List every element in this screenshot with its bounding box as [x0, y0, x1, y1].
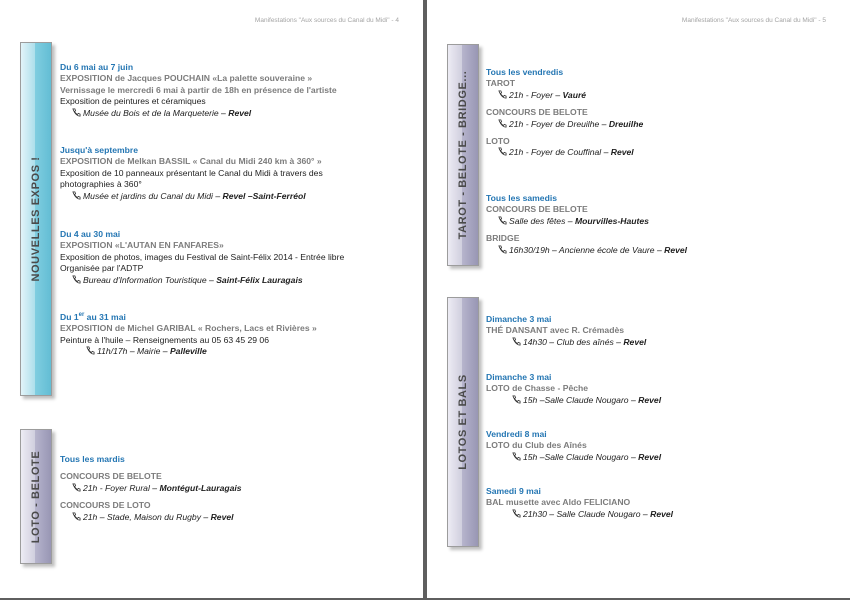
- location-place: 21h - Foyer: [509, 89, 553, 100]
- location-place: 21h - Foyer Rural: [83, 482, 150, 493]
- expo-description-cont: photographies à 360°: [60, 179, 142, 190]
- location-place: 16h30/19h – Ancienne école de Vaure: [509, 244, 655, 255]
- expo-description: Exposition de 10 panneaux présentant le Canal du Midi à travers des: [60, 167, 323, 178]
- expo-location: 11h/17h – Mairie – Palleville: [60, 346, 317, 357]
- recurring-day: Tous les vendredis: [486, 67, 564, 77]
- event-location: 21h - Foyer de Dreuilhe – Dreuilhe: [486, 119, 643, 130]
- expo-title: EXPOSITION de Melkan BASSIL « Canal du Midi 240 km à 360° »: [60, 156, 322, 167]
- location-place: Bureau d'Information Touristique: [83, 274, 207, 285]
- expo-entry-pouchain: [60, 62, 337, 119]
- location-place: Musée et jardins du Canal du Midi: [83, 190, 213, 201]
- location-place: Musée du Bois et de la Marqueterie: [83, 107, 219, 118]
- tab-nouvelles-expos: [20, 42, 52, 396]
- event-day: Vendredi 8 mai: [486, 429, 547, 439]
- expo-title: EXPOSITION «L'AUTAN EN FANFARES»: [60, 240, 224, 251]
- event-title: CONCOURS DE BELOTE: [486, 204, 588, 215]
- expo-location: Musée du Bois et de la Marqueterie – Revel: [60, 108, 337, 119]
- phone-handset-icon: [72, 512, 81, 521]
- phone-handset-icon: [512, 452, 521, 461]
- location-place: 21h – Stade, Maison du Rugby: [83, 511, 202, 522]
- expo-date: [60, 310, 317, 323]
- event-title: LOTO du Club des Aînés: [486, 440, 587, 451]
- event-title: CONCOURS DE BELOTE: [60, 471, 162, 482]
- location-town: Palleville: [169, 346, 207, 357]
- bal-entry: [486, 486, 673, 520]
- event-title: THÉ DANSANT avec R. Crémadès: [486, 325, 625, 336]
- event-location: 21h - Foyer Rural – Montégut-Lauragais: [60, 483, 242, 494]
- phone-handset-icon: [512, 395, 521, 404]
- event-title: LOTO de Chasse - Pêche: [486, 383, 589, 394]
- event-location: 15h –Salle Claude Nougaro – Revel: [486, 395, 661, 406]
- location-place: 15h –Salle Claude Nougaro: [523, 394, 629, 405]
- event-location: 15h –Salle Claude Nougaro – Revel: [486, 452, 661, 463]
- phone-handset-icon: [72, 275, 81, 284]
- right-page: [427, 0, 850, 598]
- phone-handset-icon: [512, 337, 521, 346]
- phone-handset-icon: [512, 509, 521, 518]
- expo-date-start: Du 1: [60, 311, 79, 322]
- tab-label-tarot: TAROT - BELOTE - BRIDGE...: [457, 70, 469, 240]
- tab-label-loto-belote: LOTO - BELOTE: [30, 450, 42, 543]
- location-town: Revel: [623, 336, 647, 347]
- location-town: Dreuilhe: [608, 118, 644, 129]
- expo-description: Exposition de peintures et céramiques: [60, 96, 206, 107]
- expo-subtitle: Vernissage le mercredi 6 mai à partir de 18h en présence de l'artiste: [60, 84, 337, 95]
- event-location: Salle des fêtes – Mourvilles-Hautes: [486, 216, 687, 227]
- location-town: Vauré: [562, 89, 587, 100]
- phone-handset-icon: [86, 346, 95, 355]
- location-town: Revel: [664, 244, 688, 255]
- event-title: CONCOURS DE LOTO: [60, 500, 151, 511]
- expo-entry-bassil: [60, 145, 323, 202]
- bal-entry: [486, 372, 661, 406]
- phone-handset-icon: [498, 245, 507, 254]
- running-head-left: Manifestations "Aux sources du Canal du Midi" - 4: [254, 17, 399, 24]
- event-title: LOTO: [486, 136, 510, 147]
- recurring-day: Tous les mardis: [60, 454, 125, 464]
- location-place: 15h –Salle Claude Nougaro: [523, 451, 629, 462]
- event-location: 16h30/19h – Ancienne école de Vaure – Revel: [486, 245, 687, 256]
- location-town: Revel: [650, 508, 674, 519]
- event-day: Dimanche 3 mai: [486, 372, 552, 382]
- expo-description-cont: Organisée par l'ADTP: [60, 263, 144, 274]
- expo-entry-autan: [60, 229, 344, 286]
- expo-date-ordinal: er: [78, 312, 85, 318]
- location-place: 11h/17h – Mairie: [97, 346, 161, 357]
- event-location: 21h - Foyer – Vauré: [486, 90, 643, 101]
- location-town: Revel: [638, 451, 662, 462]
- expo-date: Du 4 au 30 mai: [60, 229, 121, 239]
- expo-date: Du 6 mai au 7 juin: [60, 62, 134, 72]
- location-place: 21h - Foyer de Couffinal: [509, 147, 602, 158]
- expo-date: Jusqu'à septembre: [60, 145, 138, 155]
- phone-handset-icon: [72, 108, 81, 117]
- phone-handset-icon: [498, 147, 507, 156]
- event-location: 21h30 – Salle Claude Nougaro – Revel: [486, 509, 673, 520]
- location-town: Saint-Félix Lauragais: [216, 274, 303, 285]
- tab-tarot-belote-bridge: [447, 44, 479, 266]
- expo-location: Musée et jardins du Canal du Midi – Revel –Saint-Ferréol: [60, 191, 323, 202]
- loto-belote-section: [60, 454, 242, 523]
- location-town: Revel: [610, 147, 634, 158]
- phone-handset-icon: [498, 119, 507, 128]
- tab-lotos-et-bals: [447, 297, 479, 547]
- location-place: Salle des fêtes: [509, 215, 566, 226]
- location-place: 21h - Foyer de Dreuilhe: [509, 118, 600, 129]
- location-town: Revel: [210, 511, 234, 522]
- phone-handset-icon: [498, 90, 507, 99]
- left-page: [0, 0, 423, 598]
- tab-loto-belote: [20, 429, 52, 564]
- event-title: CONCOURS DE BELOTE: [486, 107, 588, 118]
- event-location: 21h – Stade, Maison du Rugby – Revel: [60, 512, 242, 523]
- tab-label-expos: NOUVELLES EXPOS !: [30, 156, 42, 282]
- event-location: 14h30 – Club des aînés – Revel: [486, 337, 646, 348]
- event-day: Dimanche 3 mai: [486, 314, 552, 324]
- location-town: Mourvilles-Hautes: [574, 215, 649, 226]
- bal-entry: [486, 314, 646, 348]
- expo-entry-garibal: [60, 310, 317, 357]
- location-town: Revel: [228, 107, 252, 118]
- event-title: BRIDGE: [486, 233, 520, 244]
- tab-label-lotos-bals: LOTOS ET BALS: [457, 374, 469, 470]
- location-place: 14h30 – Club des aînés: [523, 336, 614, 347]
- phone-handset-icon: [498, 216, 507, 225]
- phone-handset-icon: [72, 191, 81, 200]
- location-place: 21h30 – Salle Claude Nougaro: [523, 508, 641, 519]
- bal-entry: [486, 429, 661, 463]
- expo-description: Peinture à l'huile – Renseignements au 05 63 45 29 06: [60, 334, 269, 345]
- location-town: Montégut-Lauragais: [159, 482, 242, 493]
- location-town: Revel: [638, 394, 662, 405]
- expo-description: Exposition de photos, images du Festival de Saint-Félix 2014 - Entrée libre: [60, 251, 345, 262]
- fridays-section: [486, 67, 643, 159]
- expo-title: EXPOSITION de Jacques POUCHAIN «La palette souveraine »: [60, 73, 313, 84]
- event-location: 21h - Foyer de Couffinal – Revel: [486, 147, 643, 158]
- expo-title: EXPOSITION de Michel GARIBAL « Rochers, Lacs et Rivières »: [60, 323, 317, 334]
- expo-date-end: au 31 mai: [84, 311, 126, 322]
- event-title: BAL musette avec Aldo FELICIANO: [486, 497, 631, 508]
- location-town: Revel –Saint-Ferréol: [222, 190, 306, 201]
- expo-location: Bureau d'Information Touristique – Saint-Félix Lauragais: [60, 275, 344, 286]
- event-day: Samedi 9 mai: [486, 486, 541, 496]
- event-title: TAROT: [486, 78, 515, 89]
- phone-handset-icon: [72, 483, 81, 492]
- recurring-day: Tous les samedis: [486, 193, 558, 203]
- running-head-right: Manifestations "Aux sources du Canal du Midi" - 5: [681, 17, 826, 24]
- saturdays-section: [486, 193, 687, 256]
